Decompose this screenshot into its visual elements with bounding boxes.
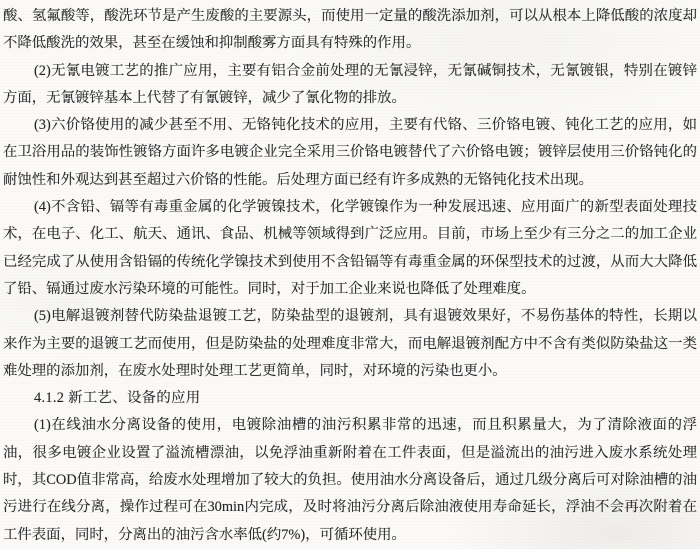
text-line-16: (1)在线油水分离设备的使用，电镀除油槽的油污积累非常的迅速，而且积累量大，为了清除液面的浮: [34, 417, 697, 434]
text-line-14: 难处理的添加剂，在废水处理时处理工艺更简单，同时，对环境的污染也更小。: [3, 362, 507, 379]
text-line-17: 油，很多电镀企业设置了溢流槽漂油，以免浮油重新附着在工件表面，但是溢流出的油污进入废水系统处理: [3, 444, 697, 461]
text-line-10: 已经完成了从使用含铅镉的传统化学镍技术到使用不含铅镉等有毒重金属的环保型技术的过渡，从而大大降低: [3, 253, 697, 270]
text-line-12: (5)电解退镀剂替代防染盐退镀工艺，防染盐型的退镀剂，具有退镀效果好，不易伤基体的特性，长期以: [34, 308, 697, 325]
text-line-9: 术，在电子、化工、航天、通讯、食品、机械等领域得到广泛应用。目前，市场上至少有三分之二的加工企业: [3, 226, 697, 243]
text-line-5: (3)六价铬使用的减少甚至不用、无铬钝化技术的应用，主要有代铬、三价铬电镀、钝化工艺的应用，如: [34, 117, 697, 134]
text-line-18: 时，其COD值非常高，给废水处理增加了较大的负担。使用油水分离设备后，通过几级分离后可对除油槽的油: [3, 472, 697, 489]
text-line-1: 酸、氢氟酸等，酸洗环节是产生废酸的主要源头，而使用一定量的酸洗添加剂，可以从根本上降低酸的浓度却: [3, 8, 697, 24]
text-line-6: 在卫浴用品的装饰性镀铬方面许多电镀企业完全采用三价铬电镀替代了六价铬电镀；镀锌层使用三价铬钝化的: [3, 144, 697, 161]
text-line-8: (4)不含铅、镉等有毒重金属的化学镀镍技术，化学镀镍作为一种发展迅速、应用面广的新型表面处理技: [34, 199, 697, 216]
section-heading: 4.1.2 新工艺、设备的应用: [34, 390, 201, 407]
text-line-20: 工件表面，同时，分离出的油污含水率低(约7%)，可循环使用。: [3, 526, 406, 543]
text-line-7: 耐蚀性和外观达到甚至超过六价铬的性能。后处理方面已经有许多成熟的无铬钝化技术出现。: [3, 171, 594, 188]
text-line-3: (2)无氰电镀工艺的推广应用，主要有铝合金前处理的无氰浸锌，无氰碱铜技术，无氰镀银，特别在镀锌: [34, 62, 697, 79]
text-line-11: 了铅、镉通过废水污染环境的可能性。同时，对于加工企业来说也降低了处理难度。: [3, 280, 536, 297]
text-line-13: 来作为主要的退镀工艺而使用，但是防染盐的处理难度非常大，而电解退镀剂配方中不含有类似防染盐这一类: [3, 335, 697, 352]
text-line-19: 污进行在线分离，操作过程可在30min内完成，及时将油污分离后除油液使用寿命延长，浮油不会再次附着在: [3, 499, 697, 516]
document-text-block: [3, 3, 697, 549]
text-line-4: 方面，无氰镀锌基本上代替了有氰镀锌，减少了氰化物的排放。: [3, 89, 406, 106]
text-line-2: 不降低酸洗的效果，甚至在缓蚀和抑制酸雾方面具有特殊的作用。: [3, 35, 421, 52]
